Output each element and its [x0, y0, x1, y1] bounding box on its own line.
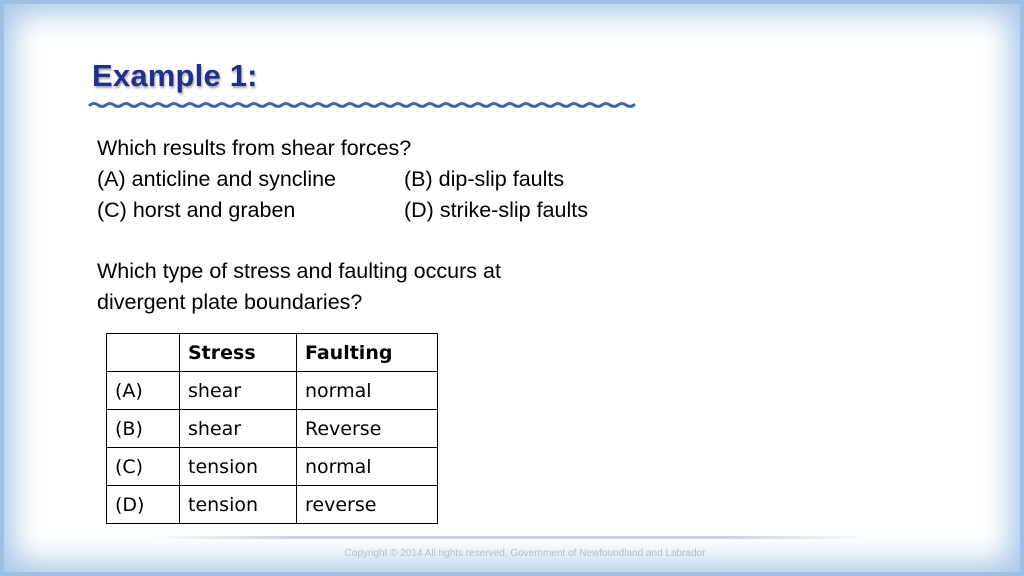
question-1-options-row-2 [97, 195, 588, 226]
row-label: (B) [107, 410, 180, 448]
slide-title: Example 1: [92, 58, 258, 93]
option-c: (C) horst and graben [97, 198, 296, 222]
row-label: (C) [107, 448, 180, 486]
table-row [107, 410, 438, 448]
row-faulting: normal [297, 448, 438, 486]
row-stress: tension [180, 486, 297, 524]
row-label: (D) [107, 486, 180, 524]
row-faulting: reverse [297, 486, 438, 524]
option-a: (A) anticline and syncline [97, 167, 337, 191]
row-stress: shear [180, 372, 297, 410]
question-1 [97, 133, 588, 226]
question-1-options-row-1 [97, 164, 565, 195]
question-1-text: Which results from shear forces? [97, 136, 412, 160]
answer-table [106, 333, 438, 524]
table-header-stress: Stress [180, 334, 297, 372]
row-label: (A) [107, 372, 180, 410]
row-faulting: normal [297, 372, 438, 410]
row-stress: tension [180, 448, 297, 486]
table-header-row [107, 334, 438, 372]
row-faulting: Reverse [297, 410, 438, 448]
title-underline-wave [88, 98, 636, 112]
table-header-cell [107, 334, 180, 372]
question-2 [97, 256, 501, 318]
row-stress: shear [180, 410, 297, 448]
table-row [107, 448, 438, 486]
option-b: (B) dip-slip faults [404, 167, 565, 191]
option-d: (D) strike-slip faults [404, 198, 588, 222]
question-2-line-2: divergent plate boundaries? [97, 290, 363, 314]
table-row [107, 372, 438, 410]
footer-divider [150, 536, 870, 539]
copyright-notice: Copyright © 2014 All rights reserved, Government of Newfoundland and Labrador [344, 548, 706, 559]
table-row [107, 486, 438, 524]
table-header-faulting: Faulting [297, 334, 438, 372]
question-2-line-1: Which type of stress and faulting occurs at [97, 259, 501, 283]
